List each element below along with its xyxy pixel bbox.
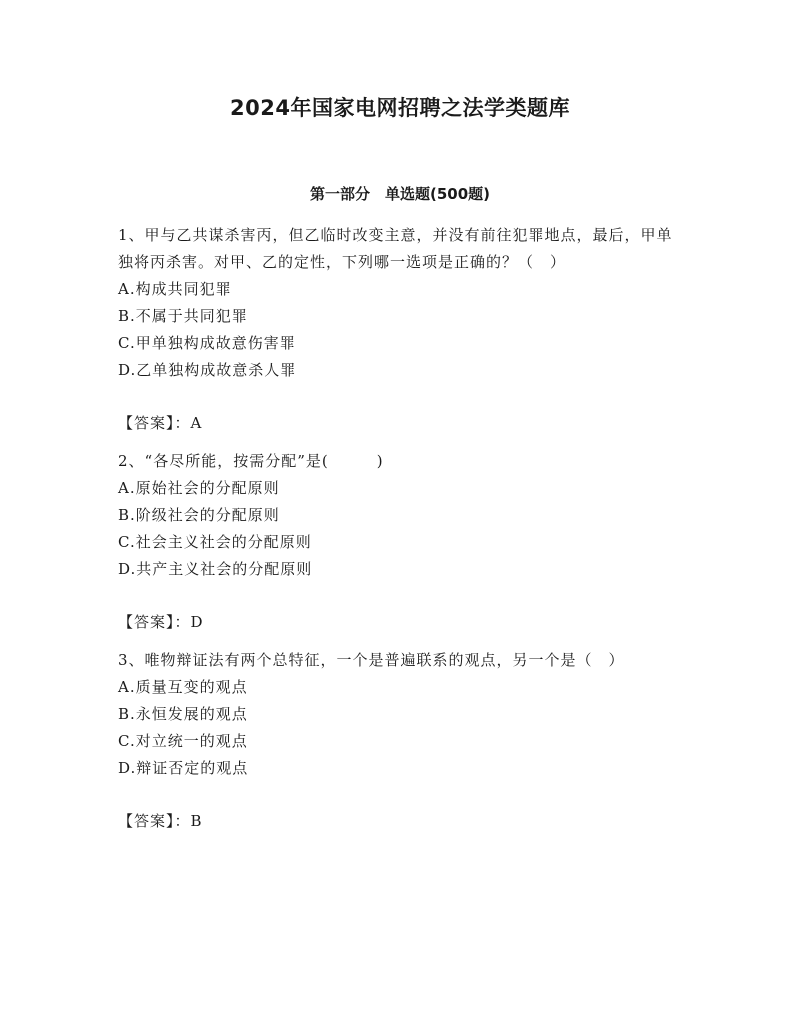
option-c: C.社会主义社会的分配原则 <box>118 533 312 551</box>
option-d: D.辩证否定的观点 <box>118 759 249 777</box>
option-d: D.乙单独构成故意杀人罪 <box>118 361 297 379</box>
page-title: 2024年国家电网招聘之法学类题库 <box>230 96 570 120</box>
answer-label: 【答案】：D <box>118 613 204 631</box>
option-a: A.构成共同犯罪 <box>118 280 232 298</box>
question-text: 1、甲与乙共谋杀害丙，但乙临时改变主意，并没有前往犯罪地点，最后，甲单独将丙杀害。对甲、乙的定性，下列哪一选项是正确的？（ ） <box>118 226 673 271</box>
option-b: B.阶级社会的分配原则 <box>118 506 280 524</box>
option-b: B.永恒发展的观点 <box>118 705 248 723</box>
question-item <box>118 222 686 437</box>
answer-label: 【答案】：B <box>118 812 203 830</box>
question-list <box>118 222 686 846</box>
section-title: 第一部分 单选题(500题) <box>309 185 491 203</box>
option-a: A.原始社会的分配原则 <box>118 479 280 497</box>
option-b: B.不属于共同犯罪 <box>118 307 248 325</box>
option-d: D.共产主义社会的分配原则 <box>118 560 313 578</box>
answer-label: 【答案】：A <box>118 414 203 432</box>
option-c: C.对立统一的观点 <box>118 732 248 750</box>
question-text: 2、“各尽所能，按需分配”是( ) <box>118 452 384 470</box>
question-item <box>118 647 686 835</box>
question-text: 3、唯物辩证法有两个总特征，一个是普遍联系的观点，另一个是（ ） <box>118 651 625 669</box>
option-a: A.质量互变的观点 <box>118 678 248 696</box>
question-item <box>118 448 686 636</box>
option-c: C.甲单独构成故意伤害罪 <box>118 334 296 352</box>
